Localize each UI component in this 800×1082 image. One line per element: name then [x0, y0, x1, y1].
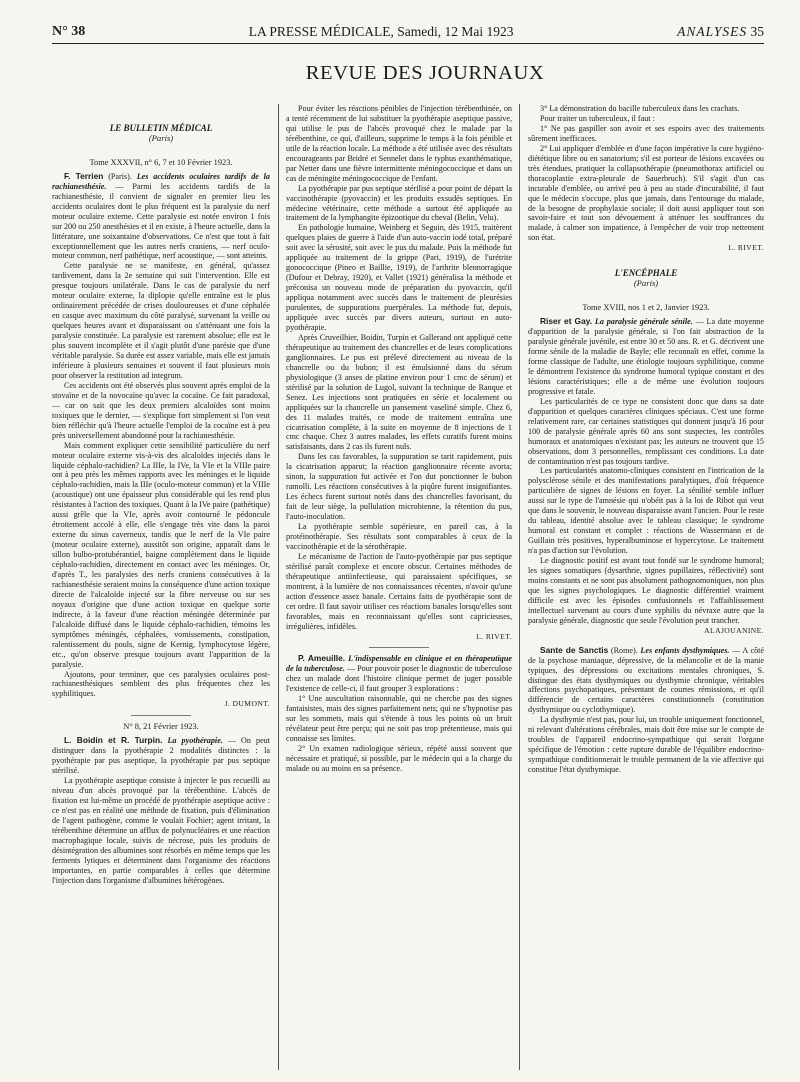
issue-line: N° 8, 21 Février 1923. [123, 722, 199, 732]
journal-section-title: LE BULLETIN MÉDICAL [109, 123, 213, 133]
article-signature: L. RIVET. [476, 631, 512, 641]
article-paragraph: Ces accidents ont été observés plus souvent après emploi de la stovaïne et de la novocaïne qu'avec la cocaïne. Ce fait paradoxal, — car on sait que les deux premiers alcaloïdes sont moins toxiques que le dernier, — s'explique fort simplement si l'on veut bien réfléchir qu'à l'heure actuelle l'emploi de la cocaïne est à peu près universellement abandonné pour la rachianesthésie. [52, 380, 270, 440]
article-title: Les accidents oculaires tardifs de la rachianesthésie. [52, 171, 270, 191]
article-paragraph: La pyothérapie par pus septique stérilisé a pour point de départ la vaccinothérapie (pyovaccin) et les produits exsudés septiques. En médecine vétérinaire, cette méthode a surtout été appliquée au traitement de la lymphangite épizootique du cheval (Belin, Velu). [286, 183, 512, 223]
article-paragraph: Les particularités de ce type ne consistent donc que dans sa date d'apparition et quelques caractères cliniques spéciaux. C'est une forme relativement rare, car certaines statistiques qui donnent jusqu'à 16 pour 100 de paralysie générale après 60 ans sont suspectes, les contrôles humoraux et anatomiques n'existant pas; les auteurs ne trouvent que 15 observations, dont 3 personnelles, remplissant ces conditions. La date de contamination n'est pas toujours tardive. [528, 396, 764, 466]
article-paragraph [52, 172, 270, 262]
article-paragraph: Le diagnostic positif est avant tout fondé sur le syndrome humoral; les signes somatiques (dysarthrie, signes pupillaires, réflectivité) sont moins constants et ne sont pas absolument pathognomoniques, non plus que les signes psychologiques. Le diagnostic différentiel vraiment difficile est avec les épisodes confusionnels et l'affaiblissement intellectuel survenant au cours d'une syphilis du névraxe autre que la paralysie générale, diagnostic que seule l'évolution peut trancher. [528, 556, 764, 625]
article-paragraph: Ajoutons, pour terminer, que ces paralysies oculaires post-rachianesthésiques semblent des plus fréquentes chez les syphilitiques. [52, 669, 270, 699]
article-author: Sante de Sanctis [540, 644, 609, 655]
column-1 [52, 118, 270, 1074]
article-author: P. Ameuille. [298, 653, 346, 664]
separator [369, 647, 429, 648]
article-paragraph: Dans les cas favorables, la suppuration se tarit rapidement, puis la cicatrisation apparut; la réaction ganglionnaire récente avorta; sinon, la suppuration fut activée et l'on dut ponctionner le bubon ramolli. Les réactions consécutives à la piqûre furent insignifiantes. Les échecs furent surtout notés dans des chancrelles favorisant, du fait de leur siège, la pullulation microbienne, la rétention du pus, l'auto-inoculation. [286, 452, 512, 522]
article-signature: J. DUMONT. [224, 699, 270, 709]
article-author: L. Boidin et R. Turpin. [64, 735, 163, 746]
article-title: La paralysie générale sénile. [592, 317, 693, 327]
column-rule-2 [519, 104, 520, 1070]
article-paragraph: 1° Une auscultation raisonnable, qui ne cherche pas des signes fantaisistes, mais des signes parfaitement nets; qui ne s'hypnotise pas sur les sommets, mais qui s'étende à tous les points où un bruit révélateur peut être perçu; qui ne soit pas trop prétentieuse, mais qui connaisse ses limites. [286, 694, 512, 744]
article-paragraph: 3° La démonstration du bacille tuberculeux dans les crachats. [540, 104, 740, 113]
article-paragraph: Pour éviter les réactions pénibles de l'injection térébenthinée, on a tenté récemment de lui substituer la pyothérapie aseptique passive, qui utilise le pus de l'abcès provoqué chez le malade par la térébenthine, ce qui, d'ailleurs, supprime le temps à la fois pénible et utile de la réaction locale. La méthode a été utilisée avec des résultats encourageants par Bridré et Sennelet dans le typhus exanthématique, par Netter dans une fièvre intermittente méningococcique et dans un cas de méningite méningococcique de l'enfant. [286, 104, 512, 183]
section-and-page [677, 24, 764, 40]
article-text: — A côté de la psychose maniaque, dépressive, de la mélancolie et de la manie typiques, des dépressions ou excitations mentales chroniques, S. distingue des états dysthymiques ou dysthymie chronique, véritables affections psychopatiques, présentant de courtes rémissions, et qu'il différencie de certains caractères constitutionnels (constitution dysthymique ou cyclothymique). [528, 645, 764, 715]
issue-line: Tome XVIII, nos 1 et 2, Janvier 1923. [582, 303, 710, 313]
journal-section-title: L'ENCÉPHALE [614, 268, 678, 279]
article-text: — Parmi les accidents tardifs de la rachianesthésie, il convient de signaler en premier lieu les accidents oculaires dont le plus fréquent est la paralysie du nerf moteur oculaire externe. Cette paralysie est notée environ 1 fois sur 200 ou 250 anesthésies et il en existe, à l'heure actuelle, dans la littérature, une soixantaine d'observations. Ce n'est que tout à fait exceptionnellement que les autres nerfs craniens, — nerf oculo-moteur commun, nerf pathétique, nerf acoustique, — sont atteints. [52, 181, 270, 261]
article-paragraph [286, 654, 512, 694]
article-paragraph: Pour traiter un tuberculeux, il faut : [540, 113, 655, 123]
article-text: — La date moyenne d'apparition de la paralysie générale, si l'on fait abstraction de la paralysie générale juvénile, est entre 30 et 50 ans. R. et G. décrivent une forme sénile de la maladie de Bayle; elle reconnaît en effet, comme la forme classique de l'adulte, une étiologie toujours syphilitique, comme le démontrent l'existence du syndrome humoral typique constant et des lésions caractéristiques; elle a de même une évolution toujours progressive et fatale. [528, 317, 764, 396]
journal-section-city: (Paris) [633, 278, 659, 289]
article-paragraph: Les particularités anatomo-cliniques consistent en l'intrication de la polysclérose sénile et des manifestations paralytiques, d'où fréquence particulière de signes de lésions en foyer. La sénilité semble influer aussi sur le type de l'amnésie qui n'obéit pas à la loi de Ribot qui veut que dans le souvenir, le nouveau disparaisse avant l'ancien. Pour le reste du tableau, identité absolue avec le tableau classique; le syndrome humoral est constant et complet : réactions de Wassermann et de Guillain très positives, hyperalbuminose et hypercytose. Le traitement n'a pas d'action sur l'évolution. [528, 466, 764, 556]
article-paragraph: La dysthymie n'est pas, pour lui, un trouble uniquement fonctionnel, ni relevant d'altérations cérébrales, mais doit être mise sur le compte de troubles de l'appareil endocrino-sympathique qui serait l'organe spécifique de l'émotion : cette rupture durable de l'équilibre endocrino-sympathique conditionnerait le trouble permanent de la vie affective qui constitue l'état dysthymique. [528, 715, 764, 775]
page-issue-number: N° 38 [52, 24, 86, 39]
article-paragraph [528, 646, 764, 716]
article-paragraph: 2° Lui appliquer d'emblée et d'une façon impérative la cure hygiéno-diététique libre ou en sanatorium; s'il est porteur de lésions excavées ou très étendues, pratiquer la collapsothérapie (pneumothorax artificiel ou thoracoplastie extra-pleurale de Sauerbruch). S'il s'agit d'un cas incurable d'emblée, ou arrivé peu à peu au stade d'incurabilité, il faut que le médecin s'occupe, plus que jamais, dans l'entourage du malade, de la besogne de prophylaxie sociale; il doit aussi appliquer tout son savoir-faire et tout son dévouement à atténuer les souffrances du malade, à calmer son impatience, à l'empêcher de voir trop nettement son état. [528, 143, 764, 243]
article-paragraph: 1° Ne pas gaspiller son avoir et ses espoirs avec des traitements sûrement inefficaces. [528, 123, 764, 143]
article-paragraph [52, 736, 270, 776]
article-text: — Pour pouvoir poser le diagnostic de tuberculose chez un malade dont l'histoire clinique permet de juger possible l'existence de celle-ci, il faut grouper 3 explorations : [286, 664, 512, 694]
separator [131, 715, 191, 716]
spacer [528, 253, 764, 263]
column-3 [528, 104, 764, 1074]
author-city: (Paris). [103, 171, 132, 181]
page-number: 35 [750, 24, 764, 39]
page-title: REVUE DES JOURNAUX [305, 62, 545, 84]
journal-name: LA PRESSE MÉDICALE, Samedi, 12 Mai 1923 [248, 24, 514, 39]
article-author: F. Terrien [64, 170, 104, 181]
article-paragraph: Le mécanisme de l'action de l'auto-pyothérapie par pus septique stérilisé paraît complexe et encore obscur. Certaines méthodes de thérapeutique antiinfectieuse, qui paraissaient spécifiques, se montrent, à la lumière de nos connaissances récentes, n'avoir qu'une action d'essence assez banale. Certains faits de pyothérapie sont de cet ordre. Il faut savoir utiliser ces réactions banales lorsqu'elles sont favorables, mais en reconnaissant qu'elles sont capricieuses, irrégulières, infidèles. [286, 551, 512, 631]
article-paragraph: La pyothérapie semble supérieure, en pareil cas, à la protéinothérapie. Ses résultats sont comparables à ceux de la vaccinothérapie et de la sérothérapie. [286, 522, 512, 551]
column-rule-1 [278, 104, 279, 1070]
article-text: — On peut distinguer dans la pyothérapie 2 modalités distinctes : la pyothérapie par pus aseptique, la pyothérapie par pus septique stérilisé. [52, 736, 270, 776]
article-paragraph: Cette paralysie ne se manifeste, en général, qu'assez tardivement, dans la 2e semaine qui suit l'intervention. Elle est presque toujours unilatérale. Dans le cas de paralysie du nerf moteur oculaire externe, la diplopie qu'elle entraîne est le plus ordinairement précédée de crises douloureuses et d'une céphalée en casque avec maximum du côté paralysé, survenant la veille ou quelques heures avant et disparaissant ou s'atténuant une fois la paralysie constituée. La paralysie est rarement absolue; elle est le plus souvent incomplète et il s'agit plutôt d'une parésie que d'une véritable paralysie. Sa durée est assez variable, mais elle est jamais inférieure à plusieurs semaines et souvent il faut plusieurs mois pour observer la restitution ad integrum. [52, 261, 270, 380]
issue-line: Tome XXXVII, n° 6, 7 et 10 Février 1923. [89, 157, 233, 167]
article-paragraph: La pyothérapie aseptique consiste à injecter le pus recueilli au niveau d'un abcès provoqué par la térébenthine. L'abcès de fixation est lui-même un procédé de pyothérapie aseptique active : ce n'est pas en réalité une méthode de fixation, puis d'élimination de l'agent pathogène, comme le voulait Fochier; agent irritant, la térébenthine détermine un afflux de polynucléaires et une réaction macrophagique locale, suivis de nécrose, puis les produits de désintégration des albumines sont résorbés en même temps que les ferments lytiques et déterminent dans l'organisme des réactions importantes, en partie comparables à celles que détermine l'injection dans l'organisme d'albumines hétérogènes. [52, 776, 270, 885]
journal-section-city: (Paris) [148, 132, 174, 143]
article-paragraph: En pathologie humaine, Weinberg et Seguin, dès 1915, traitèrent quelques plaies de guerre à l'aide d'un auto-vaccin iodé total, préparé soit avec la sérosité, soit avec le pus du malade. Puis la méthode fut appliquée au traitement de la grippe (Pari, 1919), de l'urétrite gonococcique (Pineo et Baillie, 1919), de l'arthrite blennorragique (Dufour et Debray, 1920), et Vallet (1921) généralisa la méthode et préconisa un nouveau mode de préparation du pyovaccin, qu'il appliqua notamment avec succès dans le traitement de pleurésies purulentes, de suppurations puerpérales. La méthode fut, depuis, appliquée avec succès par divers auteurs, surtout en auto-pyothérapie. [286, 223, 512, 332]
article-signature: ALAJOUANINE. [704, 625, 764, 635]
article-paragraph: Après Cruveilhier, Boidin, Turpin et Gallerand ont appliqué cette thérapeutique au traitement des chancrelles et de leurs complications ganglionnaires. Le pus est prélevé directement au niveau de la chancrelle ou du bubon; il est émulsionné dans du sérum physiologique (3 anses de platine environ pour 1 cmc de sérum) et stérilisé par la solution de Lugol, suivant la technique de Ranque et Senez. Les injections sont pratiquées en série et localement ou appliquées sur la chancrelle un pansement vaseliné simple. Chez 6, des 11 malades traités, ce mode de traitement entraîna une cicatrisation complète, à la suite en moyenne de 8 injections de 1 cmc chaque. Chez 3 autres malades, les effets curatifs furent moins satisfaisants, dans 2 cas ils furent nuls. [286, 332, 512, 452]
author-city: (Rome). [608, 645, 638, 655]
page-header [52, 18, 764, 44]
article-paragraph [528, 317, 764, 397]
article-title: Les enfants dysthymiques. [637, 645, 730, 655]
column-2 [286, 104, 512, 1074]
article-paragraph: Mais comment expliquer cette sensibilité particulière du nerf moteur oculaire externe vis-à-vis des alcaloïdes injectés dans le liquide céphalo-rachidien? La IIIe, la IVe, la VIe et la VIIIe paire ont à peu près les mêmes rapports avec les méninges et le liquide céphalo-rachidien, mais la IIIe (oculo-moteur commun) et la VIIIe (acoustique) ont une épaisseur plus considérable qui les rend plus résistantes à l'action des toxiques. Quant à la IVe paire (pathétique) aussi grêle que la VIe, après avoir contourné le pédoncule étroitement accolé à elle, elle s'engage très vite dans la paroi externe du sinus caverneux, tandis que le nerf de la VIe paire (moteur oculaire externe), aussitôt son origine, apparaît dans le sillon bulbo-protubérantiel, baigne complètement dans le liquide céphalo-rachidien, directement en contact avec les méninges. Or, d'après T., les paralysies des nerfs craniens consécutives à la rachianesthésie seraient moins la conséquence d'une action toxique directe de l'alcaloïde injecté sur la fibre nerveuse ou sur ses noyaux d'origine que d'une action toxique en quelque sorte indirecte, à la faveur d'une réaction méningée déterminée par l'alcaloïde diffusé dans le liquide céphalo-rachidien, témoins les symptômes méningés, céphalées, vomissements, constipation, ralentissement du pouls, signe de Kernig, lymphocytose légère, etc., qu'on observe presque toujours avant l'apparition de la paralysie. [52, 440, 270, 669]
article-signature: L. RIVET. [728, 243, 764, 253]
article-title: L'indispensable en clinique et en thérapeutique de la tuberculose. [286, 654, 512, 674]
section-label: ANALYSES [677, 24, 748, 39]
article-title: La pyothérapie. [162, 736, 223, 746]
article-author: Riser et Gay. [540, 316, 593, 327]
article-paragraph: 2° Un examen radiologique sérieux, répété aussi souvent que nécessaire et pratiqué, si possible, par le médecin qui a la charge du malade ou au moins en sa présence. [286, 744, 512, 773]
